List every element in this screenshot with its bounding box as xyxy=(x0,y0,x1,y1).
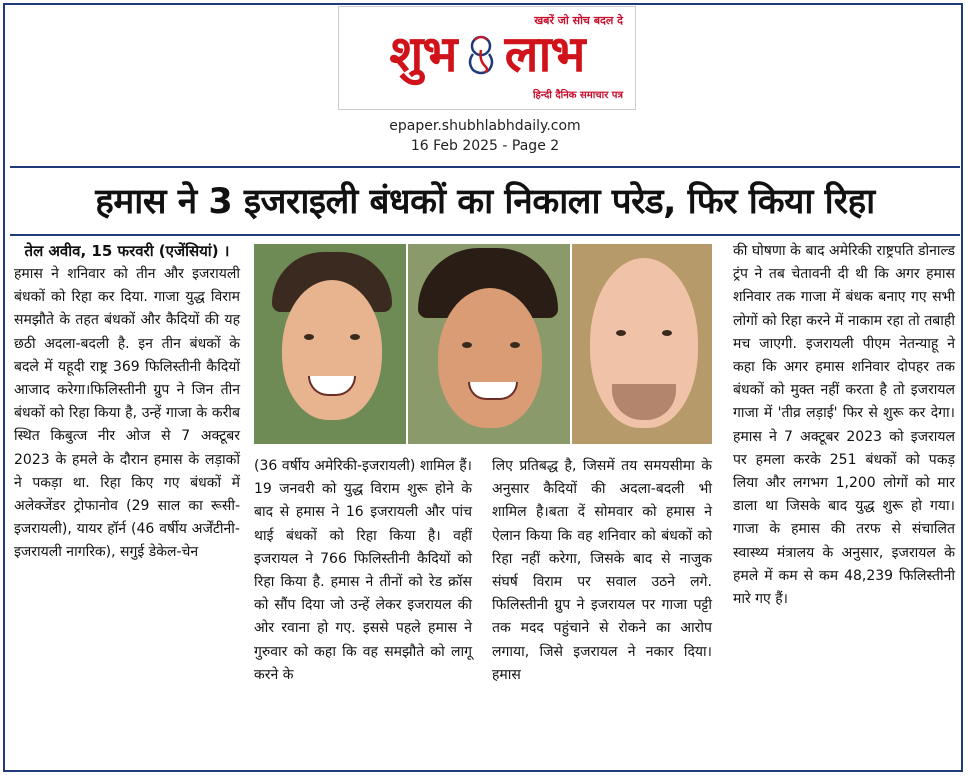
ganesha-emblem-icon xyxy=(463,32,499,76)
headline-top-rule xyxy=(10,166,960,168)
source-url[interactable]: epaper.shubhlabhdaily.com xyxy=(389,118,581,134)
column-3-text: लिए प्रतिबद्ध है, जिसमें तय समयसीमा के अनुसार कैदियों की अदला-बदली भी शामिल है।बता दें सोमवार को हमास ने ऐलान किया कि वह शनिवार को बंधकों को रिहा नहीं करेगा, जिसके बाद से नाजुक संघर्ष विराम पर सवाल उठने लगे. फिलिस्तीनी ग्रुप ने इजरायल पर गाजा पट्टी तक मदद पहुंचाने से रोकने का आरोप लगाया, जिसे इजरायल ने नकार दिया। हमास xyxy=(492,458,712,683)
article-column-2 xyxy=(254,455,472,687)
logo-tagline: खबरें जो सोच बदल दे xyxy=(534,14,623,27)
photo-hostage-1 xyxy=(254,244,406,444)
logo-main xyxy=(347,25,627,83)
source-date-page: 16 Feb 2025 - Page 2 xyxy=(410,138,560,154)
hostage-photo-strip xyxy=(254,244,712,444)
column-1-text: हमास ने शनिवार को तीन और इजरायली बंधकों को रिहा कर दिया. गाजा युद्ध विराम समझौते के तहत बंधकों और कैदियों की यह छठी अदला-बदली है. इन तीन बंधकों के बदले में यहूदी राष्ट्र 369 फिलिस्तीनी कैदियों आजाद करेगा।फिलिस्तीनी ग्रुप ने जिन तीन बंधकों को रिहा किया है, उन्हें गाजा के करीब स्थित किबुत्ज नीर ओज से 7 अक्टूबर 2023 के हमले के दौरान हमास के लड़ाकों ने पकड़ा था. रिहा किए गए बंधकों में अलेक्जेंडर ट्रोफानोव (29 साल का रूसी-इजरायली), यायर हॉर्न (46 वर्षीय अर्जेंटीनी-इजरायली नागरिक), सगुई डेकेल-चेन xyxy=(14,266,240,561)
article-dateline: तेल अवीव, 15 फरवरी (एजेंसियां) । xyxy=(24,242,230,260)
logo-word-right: लाभ xyxy=(504,25,585,83)
masthead-logo xyxy=(338,6,636,110)
article-column-3 xyxy=(492,455,712,687)
article-headline: हमास ने 3 इजराइली बंधकों का निकाला परेड, फिर किया रिहा xyxy=(95,182,875,222)
photo-hostage-3 xyxy=(572,244,712,444)
logo-word-left: शुभ xyxy=(389,25,457,83)
article-column-1 xyxy=(14,240,240,565)
article-column-4 xyxy=(733,240,955,611)
logo-subtitle: हिन्दी दैनिक समाचार पत्र xyxy=(532,90,623,101)
photo-hostage-2 xyxy=(408,244,570,444)
headline-bottom-rule xyxy=(10,234,960,236)
column-4-text: की घोषणा के बाद अमेरिकी राष्ट्रपति डोनाल्ड ट्रंप ने तब चेतावनी दी थी कि अगर हमास शनिवार तक गाजा में बंधक बनाए गए सभी लोगों को रिहा करने में नाकाम रहा तो तबाही मच जाएगी. इजरायली पीएम नेतन्याहू ने कहा कि अगर हमास शनिवार दोपहर तक बंधकों को मुक्त नहीं करता है तो इजरायल गाजा में 'तीव्र लड़ाई' फिर से शुरू कर देगा।हमास ने 7 अक्टूबर 2023 को इजरायल पर हमला करके 251 बंधकों को पकड़ लिया और लगभग 1,200 लोगों को मार डाला था जिसके बाद युद्ध शुरू हो गया। गाजा के हमास की तरफ से संचालित स्वास्थ्य मंत्रालय के अनुसार, इजरायल के हमले में कम से कम 48,239 फिलिस्तीनी मारे गए हैं। xyxy=(733,243,955,608)
column-2-text: (36 वर्षीय अमेरिकी-इजरायली) शामिल हैं।19 जनवरी को युद्ध विराम शुरू होने के बाद से हमास ने 16 इजरायली और पांच थाई बंधकों को रिहा किया है। वहीं इजरायल ने 766 फिलिस्तीनी कैदियों को रिहा किया है. हमास ने तीनों को रेड क्रॉस को सौंप दिया जो उन्हें लेकर इजरायल की ओर रवाना हो गए. इससे पहले हमास ने गुरुवार को कहा कि वह समझौते को लागू करने के xyxy=(254,458,472,683)
